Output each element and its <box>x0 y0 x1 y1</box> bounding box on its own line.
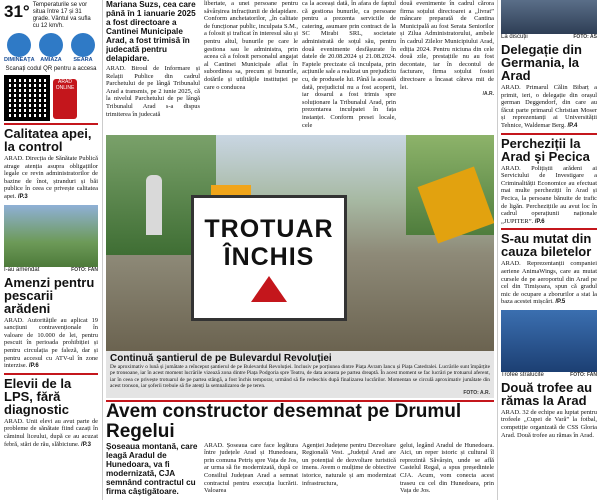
article-text: ARAD. Primarul Călin Bibarț a primit, ieri, o delegație din orașul german Deggendorf, din care au făcut parte primarul Christian Moser și reprezentanți ai Universității Tehnice, Waldemar Berg. /P.4 <box>501 84 597 129</box>
article-title[interactable]: S-au mutat din cauza biletelor <box>501 231 592 260</box>
bottom-text-3: gelui, legând Aradul de Hunedoara. Aici, un reper istoric și cultural îl reprezintă Săvârșin, unde se află Castelul Regal, a spus președintele CJA. Acum, vom conecta acest traseu cu cel din Hunedoara, prin Vața de Jos. <box>400 441 494 495</box>
weather-text: Temperaturile se vor situa între 17 și 31 grade. Vântul va sufla cu 12 km/h. <box>32 2 91 29</box>
weather-evening: SEARA <box>68 33 98 63</box>
temperature: 31° <box>4 2 30 21</box>
bottom-lead: Șoseaua montană, care leagă Aradul de Hunedoara, va fi modernizată, CJA semnând contractul cu firma câștigătoare. <box>106 441 198 496</box>
lead-article <box>106 0 494 133</box>
photo-caption: La discuții <box>501 34 528 40</box>
divider <box>501 133 597 135</box>
bottom-article <box>106 400 494 496</box>
cloud-icon <box>71 33 95 57</box>
warning-triangle-icon <box>251 276 287 302</box>
article-title[interactable]: Percheziții la Arad și Pecica <box>501 135 590 164</box>
phone-icon <box>53 79 77 119</box>
article-students[interactable] <box>4 377 98 449</box>
lead-text-1: ARAD. Biroul de Informare și Relații Publice din cadrul Parchetului de pe lângă Tribunalul Arad a transmis, pe 2 iunie 2025, că la nivelul Parchetului de pe lângă Tribunalul Arad s-a dispus trimiterea în judecată <box>106 65 200 118</box>
lead-col-4 <box>400 0 494 133</box>
article-trophies[interactable] <box>501 381 597 439</box>
weather-noon: AMIAZA <box>36 33 66 63</box>
construction-photo <box>106 135 494 351</box>
sidewalk-closed-sign: TROTUAR ÎNCHIS <box>191 195 347 321</box>
photo-caption-row <box>501 34 597 41</box>
delegation-photo <box>501 0 597 34</box>
photo-caption-title[interactable]: Continuă șantierul de pe Bulevardul Revoluției <box>110 353 332 364</box>
article-water[interactable] <box>4 127 98 202</box>
trophies-photo <box>501 310 597 372</box>
lead-text-2: libertate, a unei persoane pentru săvârșirea infracțiunii de delapidare. Conform anchetatorilor, „în calitate de funcționar public, inculpata S.M., a folosit și traficat în interesul său și pentru altul, bunurile pe care le gestiona sau le administra, prin aceea că a folosit personalul angajat al Cantinei Municipale aflat în subordinea sa, precum și bunurile, dotările și utilitățile instituției pe care o conducea <box>204 0 298 91</box>
lead-title[interactable]: Mariana Suzs, cea care până în 1 ianuarie 2025 a fost directoare a Cantinei Municipale Arad, a fost trimisă în judecată pentru delapidare. <box>106 0 196 63</box>
article-title[interactable]: Două trofee au rămas la Arad <box>501 379 593 408</box>
photo-caption-bar <box>106 351 494 398</box>
lead-col-1 <box>106 0 200 133</box>
article-delegation[interactable] <box>501 43 597 131</box>
divider <box>501 228 597 230</box>
worker <box>146 175 162 235</box>
photo-credit: FOTO: A.R. <box>463 389 490 396</box>
article-fishermen[interactable] <box>4 276 98 371</box>
lead-text-4: două evenimente în cadrul cărora firma soțului directoarei a „livrat” mâncare preparată de Cantina Municipală au fost Serata Seniorilor și Zilua Administratorului, ambele în cadrul Zilelor Municipiului Arad, ediția 2024. Pentru niciuna din cele două zile, prestațiile nu au fost decontate, iar în decontul de facturare, firma soțului fostei directoare a încasat câteva mii de lei. <box>400 0 494 91</box>
qr-box <box>4 75 98 121</box>
left-column <box>0 0 103 500</box>
bottom-title[interactable]: Avem constructor desemnat pe Drumul Regelui <box>106 400 462 442</box>
right-column <box>497 0 600 500</box>
article-text: ARAD. Direcția de Sănătate Publică atrage atenția asupra obligațiilor legale ce revin administratorilor de bazine de înot, ștranduri și băi publice în ceea ce privește calitatea apei. /P.3 <box>4 155 98 200</box>
article-title[interactable]: Calitatea apei, la control <box>4 126 92 154</box>
center-column <box>106 0 494 496</box>
qr-prompt: Scanați codul QR pentru a accesa <box>5 66 97 72</box>
article-title[interactable]: Amenzi pentru pescarii arădeni <box>4 274 95 316</box>
divider <box>4 123 98 125</box>
lead-text-3: ca la aceeași dată, în afara de faptul că gestiona bunurile, ca persoane pentru a prezenta serviciile de catering, asumare prin contract de la SC Mirabi SRL, societate administrată de soțul său, pentru două evenimente desfășurate în datele de 20.08.2024 și 21.08.2024. Faptele precizate că inculpata, prin acțiunile sale a realizat un prejudiciu cu, de produsele lui. Până la această dată, prejudiciul nu a fost acoperit, iar dosarul a fost trimis spre soluționare la Tribunalul Arad, prin prezentarea inculpatei în fața instanței. Conform presei locale, cele <box>302 0 396 129</box>
article-text: ARAD. Reprezentanții companiei aeriene AnimaWings, care au mutat cursele de pe aeroportul din Arad pe cel din Timișoara, spun că gradul mic de ocupare a zborurilor a stat la baza acestei mișcări. /P.5 <box>501 260 597 306</box>
photo-credit: FOTO: FAN <box>71 266 98 273</box>
article-text: ARAD. Autoritățile au aplicat 19 sancțiuni contravenționale în valoare de 10.000 de lei, pentru pescuit în perioada prohibiției și pentru circulația pe faleză, dar și pentru accesul cu ATV-ul în zone interzise. /P.6 <box>4 316 98 370</box>
article-text: ARAD. 32 de echipe au luptat pentru trofeele „Cupei de Vară” la fotbal, competiție organizată de CSS Gloria Arad. Două trofee au rămas în Arad. <box>501 408 597 439</box>
qr-brand: ARAD ONLINE <box>55 79 75 91</box>
divider <box>4 373 98 375</box>
weather-morning: DIMINEAȚA <box>4 33 34 63</box>
article-flights[interactable] <box>501 232 597 307</box>
fishing-photo <box>4 205 98 267</box>
weather-box <box>4 2 98 30</box>
article-searches[interactable] <box>501 137 597 227</box>
photo-caption-text: De aproximativ o lună și jumătate a reînceput șantierul de pe Bulevardul Revoluției. Inclusiv pe porțiunea dintre Piața Avram Iancu și Piața Catedralei. Lucrările sunt împărțite pe tronsoane, iar în acest moment lucrările vizează zona dintre Piața Podgoria spre Teatru, de data aceasta pe partea dreaptă. În acest moment se fac lucrări pe trotuarul aferent, iar în ceea ce privește trotuarul de pe partea stângă, a fost închis temporar, urmând să fie redeschis după finalizarea lucrărilor. Momentan se circulă aproximativ jumătate din acest tronson, iar șoferii trebuie să fie atenți la semnalizarea de pe teren. <box>110 364 490 390</box>
photo-credit: FOTO: AS <box>573 34 597 40</box>
article-title[interactable]: Elevii de la LPS, fără diagnostic <box>4 375 72 417</box>
article-text: ARAD. Polițiștii arădeni ai Serviciului de Investigare a Criminalității Economice au efectuat mai multe percheziții în Arad și Pecica, la persoane bănuite de trafic de ligăn. Perchezițiile au avut loc în cadrul operațiunii naționale „JUPITER”. /P.6 <box>501 164 597 225</box>
cloud-sun-icon <box>7 33 31 57</box>
weather-periods <box>4 33 98 63</box>
cloud-icon <box>39 33 63 57</box>
photo-caption: Trofee strălucite <box>501 371 544 378</box>
photo-caption-row <box>4 267 98 274</box>
photo-caption: Î-au amendat <box>4 266 40 273</box>
bottom-text-2: Agenției Județene pentru Dezvoltare Regională Vest. „Județul Arad are un potențial de dezvoltare turistică imens. Avem o mulțime de obiective istorice, naturale și am modernizat infrastructura, <box>302 441 396 487</box>
qr-code[interactable] <box>4 75 50 121</box>
bottom-text-1: ARAD. Șoseaua care face legătura între județele Arad și Hunedoara, prin comuna Petriș spre Vața de Jos, ar urma să fie modernizată, după ce Consiliul Județean Arad a semnat contractul pentru execuția lucrării. Valoarea <box>204 441 298 495</box>
article-title[interactable]: Delegație din Germania, la Arad <box>501 42 582 83</box>
photo-caption-row <box>501 372 597 379</box>
article-text: ARAD. Unii elevi au avut parte de probleme de sănătate fiind cazați în căminul liceului, după ce au acuzat febră, stări de rău, slăbiciune. /P.3 <box>4 417 98 448</box>
lead-credit: /A.R. <box>482 91 494 98</box>
photo-credit: FOTO: FAN <box>570 371 597 378</box>
bottom-cols <box>106 442 494 496</box>
